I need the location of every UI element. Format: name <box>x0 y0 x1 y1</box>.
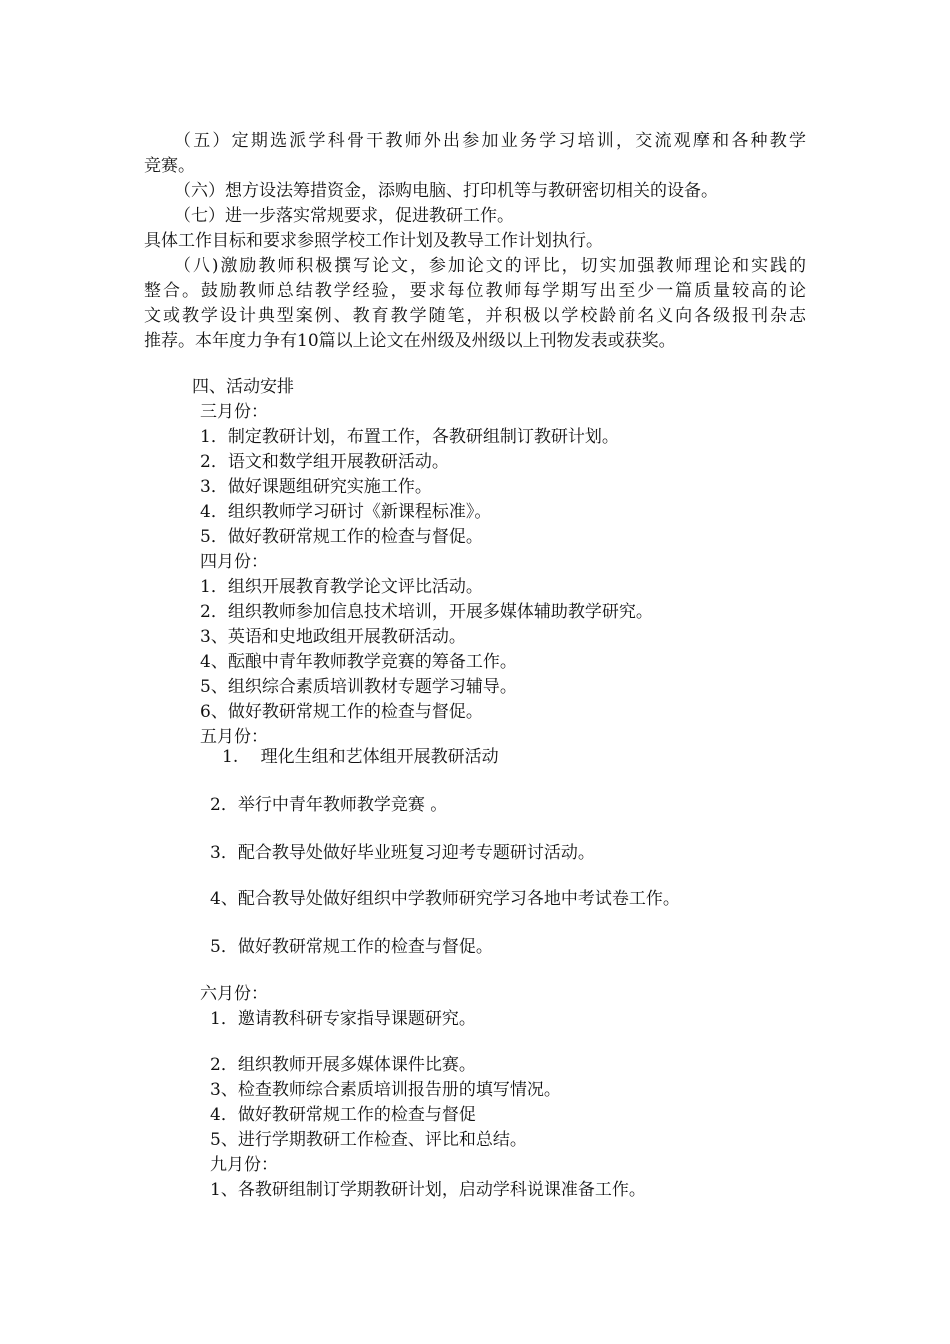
april-item: 4、酝酿中青年教师教学竞赛的筹备工作。 <box>200 652 517 672</box>
june-item: 5、进行学期教研工作检查、评比和总结。 <box>210 1130 527 1150</box>
april-item: 6、做好教研常规工作的检查与督促。 <box>200 702 483 722</box>
april-item: 3、英语和史地政组开展教研活动。 <box>200 627 466 647</box>
may-item: 5．做好教研常规工作的检查与督促。 <box>210 937 493 957</box>
may-item: 4、配合教导处做好组织中学教师研究学习各地中考试卷工作。 <box>210 889 680 909</box>
measure-item-5: （五）定期选派学科骨干教师外出参加业务学习培训，交流观摩和各种教学 <box>174 131 806 151</box>
measure-item-8-line-3: 文或教学设计典型案例、教育教学随笔，并积极以学校龄前名义向各级报刊杂志 <box>144 306 806 326</box>
measure-item-8-line-2: 整合。鼓励教师总结教学经验，要求每位教师每学期写出至少一篇质量较高的论 <box>144 281 806 301</box>
april-item: 5、组织综合素质培训教材专题学习辅导。 <box>200 677 517 697</box>
may-item: 2．举行中青年教师教学竞赛 。 <box>210 795 448 815</box>
month-label-march: 三月份： <box>200 402 268 422</box>
measure-item-6: （六）想方设法筹措资金，添购电脑、打印机等与教研密切相关的设备。 <box>174 181 718 201</box>
april-item: 1．组织开展教育教学论文评比活动。 <box>200 577 483 597</box>
march-item: 2．语文和数学组开展教研活动。 <box>200 452 449 472</box>
june-item: 2．组织教师开展多媒体课件比赛。 <box>210 1055 476 1075</box>
april-item: 2．组织教师参加信息技术培训，开展多媒体辅助教学研究。 <box>200 602 653 622</box>
month-label-may: 五月份： <box>200 727 268 747</box>
september-item: 1、各教研组制订学期教研计划，启动学科说课准备工作。 <box>210 1180 646 1200</box>
june-item: 1．邀请教科研专家指导课题研究。 <box>210 1009 476 1029</box>
march-item: 3．做好课题组研究实施工作。 <box>200 477 432 497</box>
march-item: 1．制定教研计划，布置工作，各教研组制订教研计划。 <box>200 427 619 447</box>
measure-item-5-continuation: 竞赛。 <box>144 156 195 176</box>
may-item: 3．配合教导处做好毕业班复习迎考专题研讨活动。 <box>210 843 595 863</box>
march-item: 5．做好教研常规工作的检查与督促。 <box>200 527 483 547</box>
measure-item-8-line-1: （八)激励教师积极撰写论文，参加论文的评比，切实加强教师理论和实践的 <box>174 256 806 276</box>
march-item: 4．组织教师学习研讨《新课程标准》。 <box>200 502 492 522</box>
measure-item-7-note: 具体工作目标和要求参照学校工作计划及教导工作计划执行。 <box>144 231 603 251</box>
measure-item-8-line-4: 推荐。本年度力争有10篇以上论文在州级及州级以上刊物发表或获奖。 <box>144 331 676 351</box>
june-item: 3、检查教师综合素质培训报告册的填写情况。 <box>210 1080 561 1100</box>
month-label-april: 四月份： <box>200 552 268 572</box>
may-item: 1. 理化生组和艺体组开展教研活动 <box>222 747 499 767</box>
section-heading-activities: 四、活动安排 <box>192 377 294 397</box>
month-label-september: 九月份： <box>210 1155 278 1175</box>
month-label-june: 六月份： <box>200 984 268 1004</box>
measure-item-7: （七）进一步落实常规要求，促进教研工作。 <box>174 206 514 226</box>
june-item: 4．做好教研常规工作的检查与督促 <box>210 1105 476 1125</box>
